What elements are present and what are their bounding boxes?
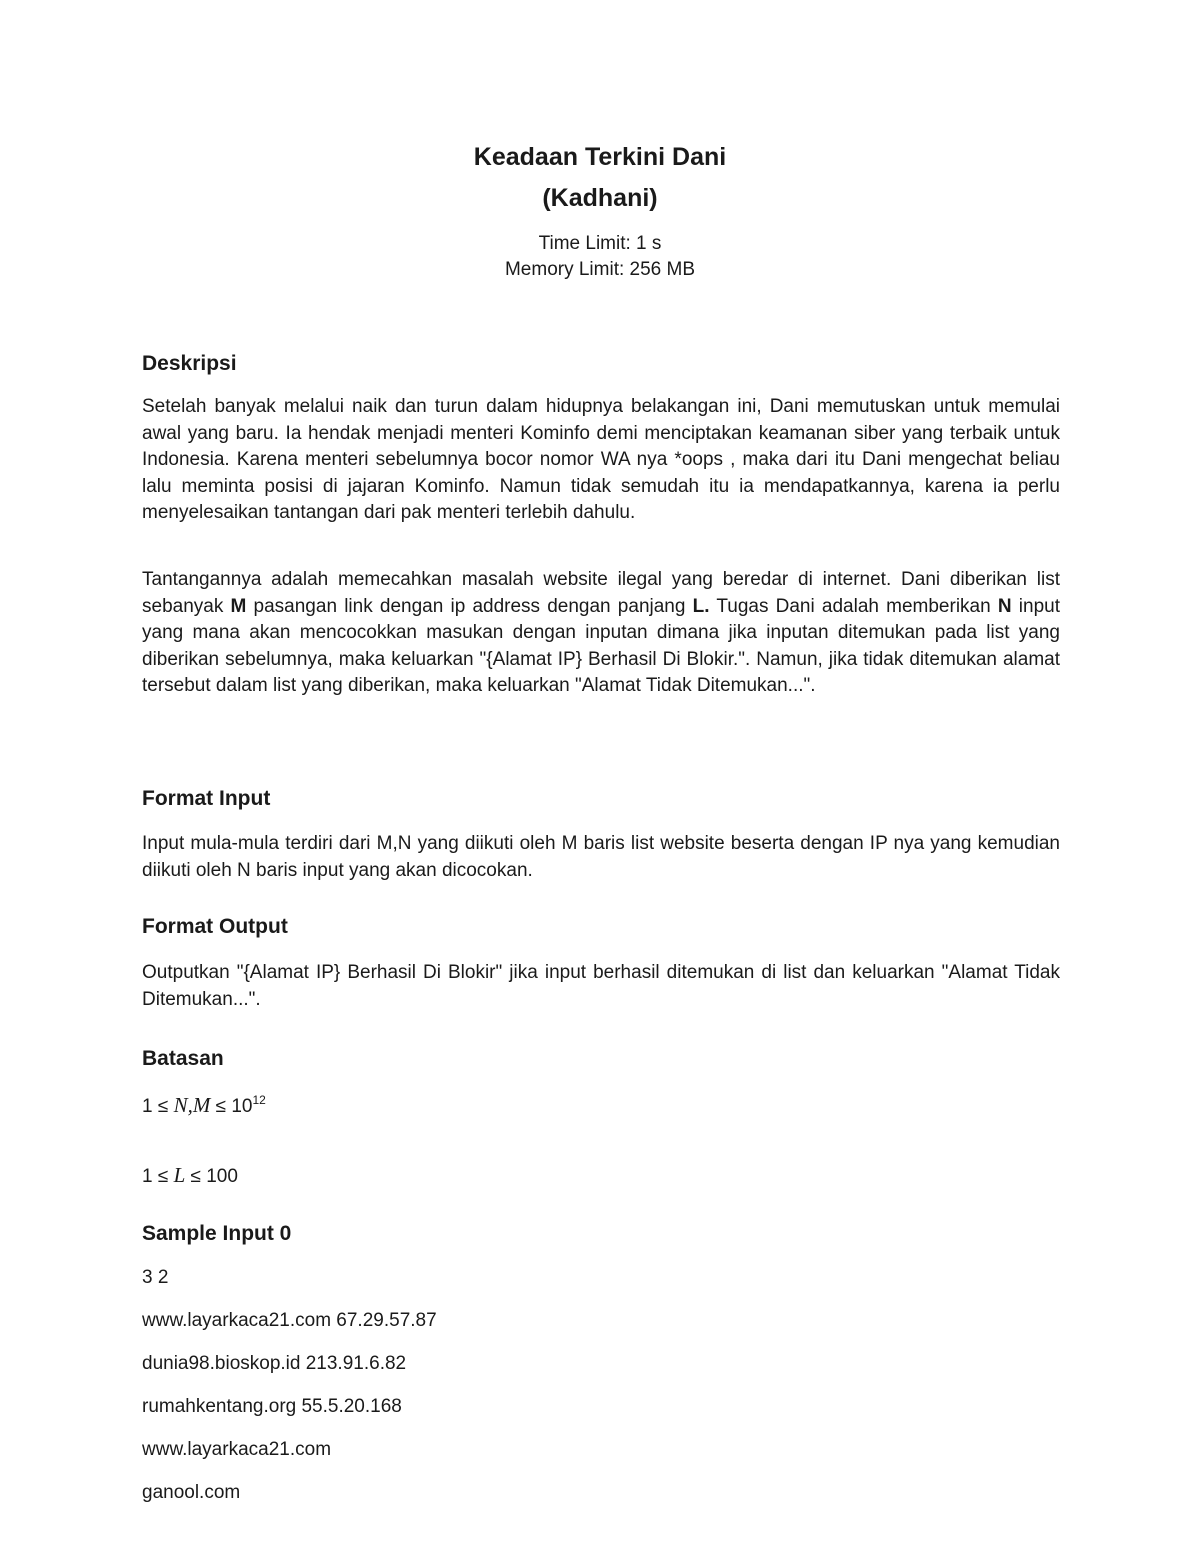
deskripsi-paragraph-1: Setelah banyak melalui naik dan turun dalam hidupnya belakangan ini, Dani memutuskan untuk memulai awal yang baru. Ia hendak menjadi menteri Kominfo demi menciptakan keamanan siber yang terbaik untuk Indonesia. Karena menteri sebelumnya bocor nomor WA nya *oops , maka dari itu Dani mengechat beliau lalu meminta posisi di jajaran Kominfo. Namun tidak semudah itu ia mendapatkannya, karena ia perlu menyelesaikan tantangan dari pak menteri terlebih dahulu. (142, 396, 1060, 523)
constraint-l: 1 ≤ L ≤ 100 (142, 1163, 238, 1187)
deskripsi-paragraph-2: Tantangannya adalah memecahkan masalah website ilegal yang beredar di internet. Dani diberikan list sebanyak M pasangan link dengan ip address dengan panjang L. Tugas Dani adalah memberikan N input yang mana akan mencocokkan masukan dengan inputan dimana jika inputan ditemukan pada list yang diberikan sebelumnya, maka keluarkan "{Alamat IP} Berhasil Di Blokir.". Namun, jika tidak ditemukan alamat tersebut dalam list yang diberikan, maka keluarkan "Alamat Tidak Ditemukan...". (142, 569, 1060, 696)
format-input-heading: Format Input (142, 787, 271, 810)
title-line-1: Keadaan Terkini Dani (473, 143, 727, 171)
format-output-text: Outputkan "{Alamat IP} Berhasil Di Blokir" jika input berhasil ditemukan di list dan keluarkan "Alamat Tidak Ditemukan...". (142, 962, 1060, 1010)
sample-input-line: dunia98.bioskop.id 213.91.6.82 (142, 1353, 407, 1374)
constraint-nm: $1 \le N,M \le 10^{12}$ (142, 1093, 266, 1117)
time-limit: Time Limit: 1 s (538, 233, 662, 254)
sample-input-line: www.layarkaca21.com 67.29.57.87 (142, 1310, 437, 1331)
sample-input-line: 3 2 (142, 1267, 169, 1288)
sample-input-heading: Sample Input 0 (142, 1222, 292, 1245)
format-output-heading: Format Output (142, 915, 288, 938)
deskripsi-heading: Deskripsi (142, 352, 237, 375)
sample-input-line: ganool.com (142, 1482, 241, 1503)
title-line-2: (Kadhani) (542, 184, 658, 212)
format-input-text: Input mula-mula terdiri dari M,N yang diikuti oleh M baris list website beserta dengan IP nya yang kemudian diikuti oleh N baris input yang akan dicocokan. (142, 833, 1060, 881)
sample-input-line: rumahkentang.org 55.5.20.168 (142, 1396, 402, 1417)
batasan-heading: Batasan (142, 1047, 224, 1070)
sample-input-line: www.layarkaca21.com (142, 1439, 332, 1460)
memory-limit: Memory Limit: 256 MB (504, 259, 696, 280)
